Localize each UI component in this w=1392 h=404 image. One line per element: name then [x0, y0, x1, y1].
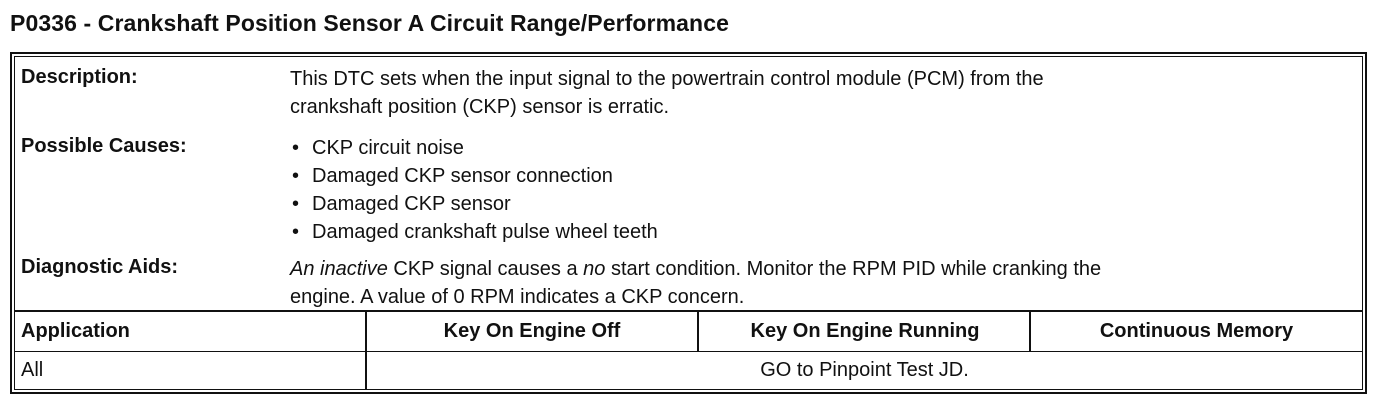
bullet-icon: • [292, 221, 300, 243]
description-label: Description: [21, 66, 138, 88]
header-key-on-engine-running: Key On Engine Running [750, 320, 980, 342]
list-item: • Damaged CKP sensor [290, 190, 1348, 218]
header-key-on-engine-off: Key On Engine Off [443, 320, 621, 342]
cell-application-all: All [15, 351, 365, 389]
description-row [15, 65, 1362, 125]
dtc-table-inner [14, 56, 1363, 390]
column-divider [1029, 312, 1031, 351]
header-continuous-memory: Continuous Memory [1099, 320, 1294, 342]
application-grid [15, 312, 1362, 389]
column-divider [697, 312, 699, 351]
bullet-icon: • [292, 165, 300, 187]
possible-causes-label: Possible Causes: [21, 135, 187, 157]
details-section [15, 57, 1362, 312]
description-line-1: This DTC sets when the input signal to the powertrain control module (PCM) from the [290, 68, 1044, 90]
bullet-icon: • [292, 193, 300, 215]
cell-action: GO to Pinpoint Test JD. [367, 351, 1362, 389]
description-text [290, 65, 1348, 121]
possible-causes-row [15, 134, 1362, 248]
diagnostic-aids-text [290, 255, 1348, 311]
diagnostic-aids-row [15, 255, 1362, 311]
description-line-2: crankshaft position (CKP) sensor is erratic. [290, 96, 670, 118]
header-application: Application [21, 320, 130, 342]
diagnostic-aids-line-1: An inactive CKP signal causes a no start condition. Monitor the RPM PID while cranking the [290, 258, 1102, 280]
list-item: • CKP circuit noise [290, 134, 1348, 162]
page-title: P0336 - Crankshaft Position Sensor A Circuit Range/Performance [10, 10, 729, 36]
possible-causes-list [290, 134, 1348, 246]
list-item: • Damaged crankshaft pulse wheel teeth [290, 218, 1348, 246]
diagnostic-aids-label: Diagnostic Aids: [21, 256, 179, 278]
bullet-icon: • [292, 137, 300, 159]
diagnostic-aids-line-2: engine. A value of 0 RPM indicates a CKP concern. [290, 286, 745, 308]
list-item: • Damaged CKP sensor connection [290, 162, 1348, 190]
dtc-table [10, 52, 1367, 394]
